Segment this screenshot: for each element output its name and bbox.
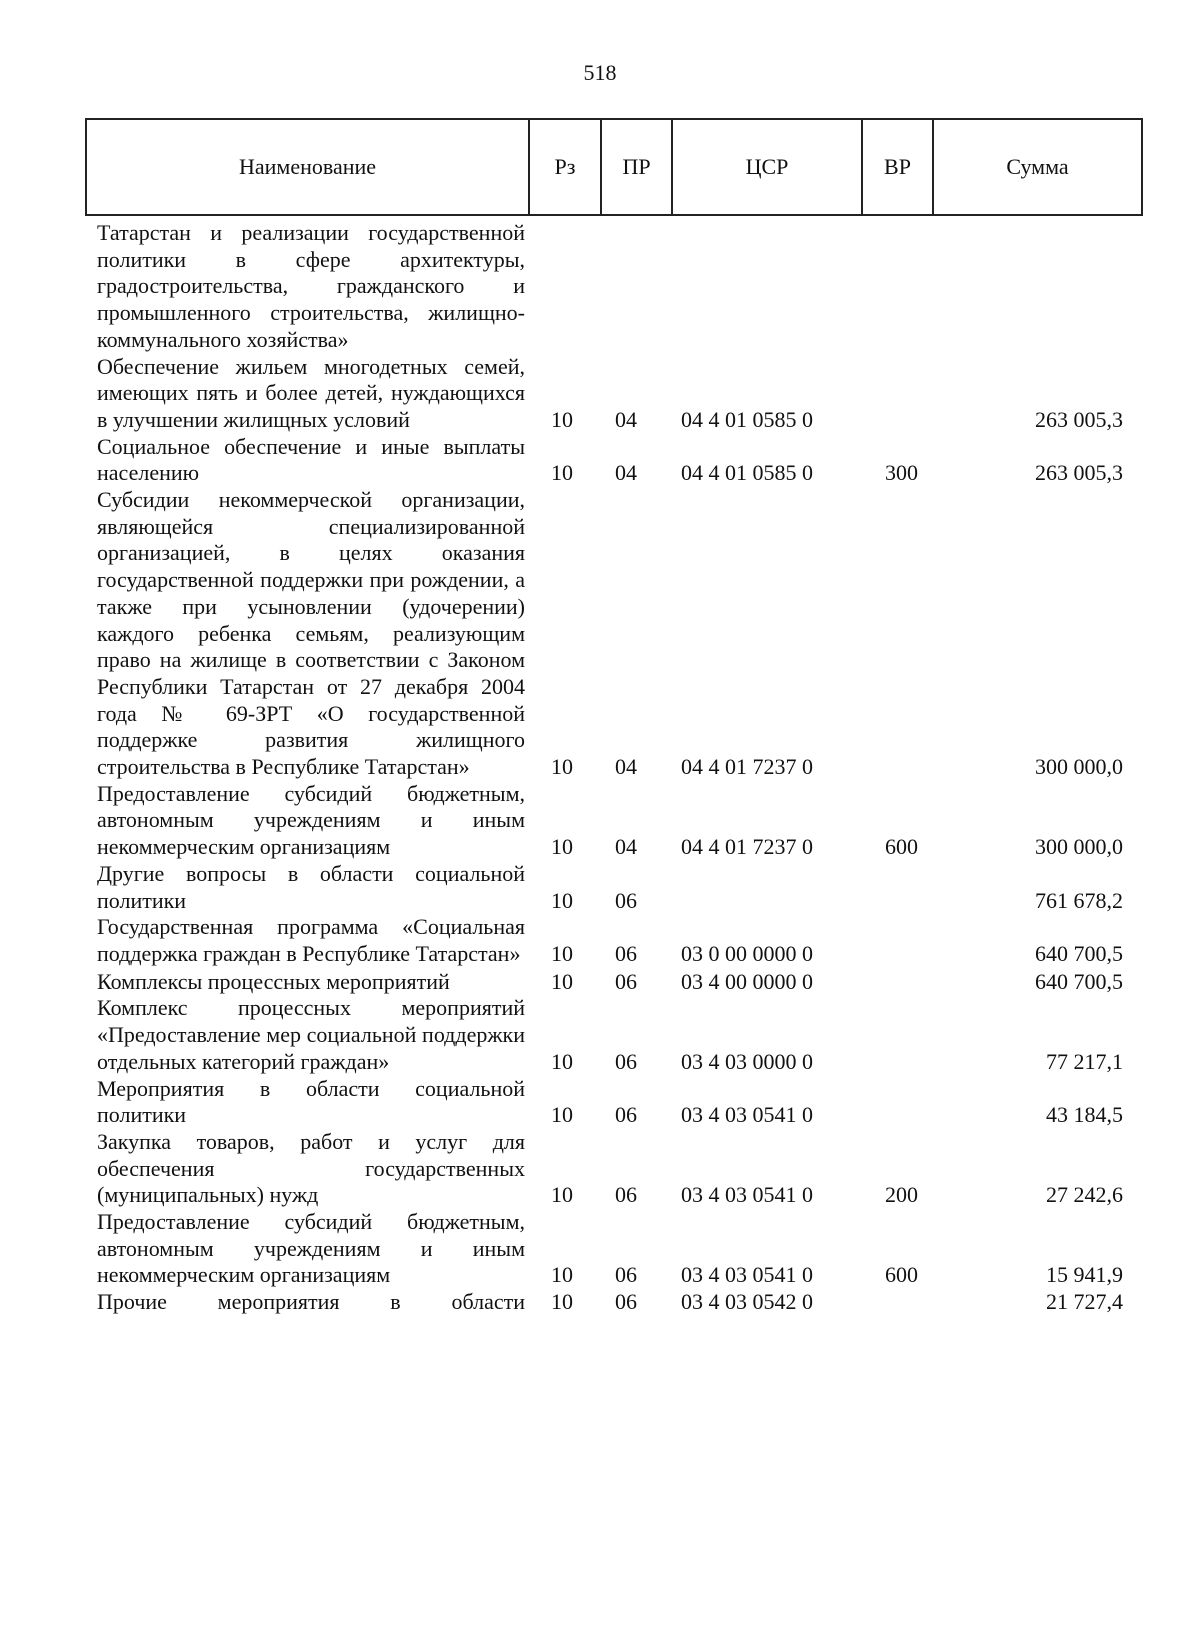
row-vr: 600: [885, 1262, 918, 1288]
row-rz: 10: [551, 1102, 573, 1128]
row-rz: 10: [551, 887, 573, 913]
row-name: Социальное обеспечение и иные выплаты населению: [97, 433, 525, 486]
row-sum: 77 217,1: [1046, 1048, 1123, 1074]
header-vr: ВР: [863, 120, 934, 214]
row-rz: 10: [551, 1289, 573, 1315]
row-vr: 300: [885, 460, 918, 486]
row-name: Государственная программа «Социальная поддержка граждан в Республике Татарстан»: [97, 914, 525, 966]
row-csr: 04 4 01 7237 0: [681, 834, 813, 860]
table-row: [97, 1076, 1143, 1129]
table-row: [97, 220, 1143, 354]
row-sum: 761 678,2: [1035, 887, 1123, 913]
table-row: [97, 354, 1143, 434]
header-csr: ЦСР: [673, 120, 863, 214]
row-rz: 10: [551, 834, 573, 860]
table-row: [97, 1209, 1143, 1289]
page-number: 518: [583, 60, 617, 85]
row-csr: 03 4 03 0542 0: [681, 1289, 813, 1315]
row-csr: 03 0 00 0000 0: [681, 940, 813, 966]
row-sum: 640 700,5: [1035, 968, 1123, 994]
row-sum: 263 005,3: [1035, 406, 1123, 432]
row-rz: 10: [551, 460, 573, 486]
header-pr: ПР: [602, 120, 673, 214]
row-rz: 10: [551, 754, 573, 780]
row-rz: 10: [551, 1262, 573, 1288]
row-rz: 10: [551, 1182, 573, 1208]
row-csr: 03 4 03 0000 0: [681, 1048, 813, 1074]
row-sum: 15 941,9: [1046, 1262, 1123, 1288]
row-name: Прочие мероприятия в области: [97, 1289, 525, 1315]
row-pr: 06: [615, 968, 637, 994]
table-row: [97, 1129, 1143, 1209]
row-name: Другие вопросы в области социальной политики: [97, 860, 525, 913]
row-rz: 10: [551, 1048, 573, 1074]
row-pr: 06: [615, 1048, 637, 1074]
row-rz: 10: [551, 940, 573, 966]
row-name: Предоставление субсидий бюджетным, автономным учреждениям и иным некоммерческим организациям: [97, 1209, 525, 1288]
row-sum: 27 242,6: [1046, 1182, 1123, 1208]
header-sum: Сумма: [1006, 154, 1069, 179]
row-name: Татарстан и реализации государственной политики в сфере архитектуры, градостроительства, гражданского и промышленного строительства, жилищно-коммунального хозяйства»: [97, 220, 525, 352]
table-row: [97, 434, 1143, 487]
table-body: [97, 220, 1143, 1316]
row-sum: 21 727,4: [1046, 1289, 1123, 1315]
table-row: [97, 487, 1143, 781]
row-pr: 06: [615, 940, 637, 966]
row-pr: 06: [615, 1102, 637, 1128]
row-csr: 04 4 01 7237 0: [681, 754, 813, 780]
table-row: [97, 995, 1143, 1075]
row-vr: 600: [885, 834, 918, 860]
header-rz: Рз: [530, 120, 602, 214]
row-vr: 200: [885, 1182, 918, 1208]
table-row: [97, 781, 1143, 861]
row-sum: 640 700,5: [1035, 940, 1123, 966]
table-row: [97, 861, 1143, 914]
row-csr: 04 4 01 0585 0: [681, 406, 813, 432]
row-pr: 06: [615, 1182, 637, 1208]
row-pr: 06: [615, 1262, 637, 1288]
row-name: Субсидии некоммерческой организации, являющейся специализированной организацией, в целях оказания государственной поддержки при рождении, а также при усыновлении (удочерении) каждого ребенка семьям, реализующим право на жилище в соответствии с Законом Республики Татарстан от 27 декабря 2004 года № 69-ЗРТ «О государственной поддержке развития жилищного строительства в Республике Татарстан»: [97, 487, 525, 780]
row-sum: 43 184,5: [1046, 1102, 1123, 1128]
table-row: [97, 1289, 1143, 1316]
row-name: Комплекс процессных мероприятий «Предоставление мер социальной поддержки отдельных категорий граждан»: [97, 995, 525, 1074]
table-row: [97, 914, 1143, 967]
row-csr: 04 4 01 0585 0: [681, 460, 813, 486]
row-csr: 03 4 00 0000 0: [681, 968, 813, 994]
row-csr: 03 4 03 0541 0: [681, 1262, 813, 1288]
row-name: Комплексы процессных мероприятий: [97, 968, 450, 994]
row-pr: 04: [615, 406, 637, 432]
row-name: Закупка товаров, работ и услуг для обеспечения государственных (муниципальных) нужд: [97, 1128, 525, 1208]
row-name: Обеспечение жильем многодетных семей, имеющих пять и более детей, нуждающихся в улучшении жилищных условий: [97, 353, 525, 432]
row-csr: 03 4 03 0541 0: [681, 1182, 813, 1208]
row-pr: 06: [615, 1289, 637, 1315]
row-rz: 10: [551, 968, 573, 994]
row-sum: 263 005,3: [1035, 460, 1123, 486]
row-sum: 300 000,0: [1035, 754, 1123, 780]
header-name: Наименование: [87, 120, 530, 214]
row-name: Предоставление субсидий бюджетным, автономным учреждениям и иным некоммерческим организациям: [97, 780, 525, 860]
row-pr: 04: [615, 754, 637, 780]
row-rz: 10: [551, 406, 573, 432]
table-row: [97, 969, 1143, 996]
row-sum: 300 000,0: [1035, 834, 1123, 860]
row-csr: 03 4 03 0541 0: [681, 1102, 813, 1128]
table-header: [85, 118, 1143, 216]
row-name: Мероприятия в области социальной политики: [97, 1075, 525, 1128]
row-pr: 04: [615, 834, 637, 860]
row-pr: 06: [615, 887, 637, 913]
row-pr: 04: [615, 460, 637, 486]
